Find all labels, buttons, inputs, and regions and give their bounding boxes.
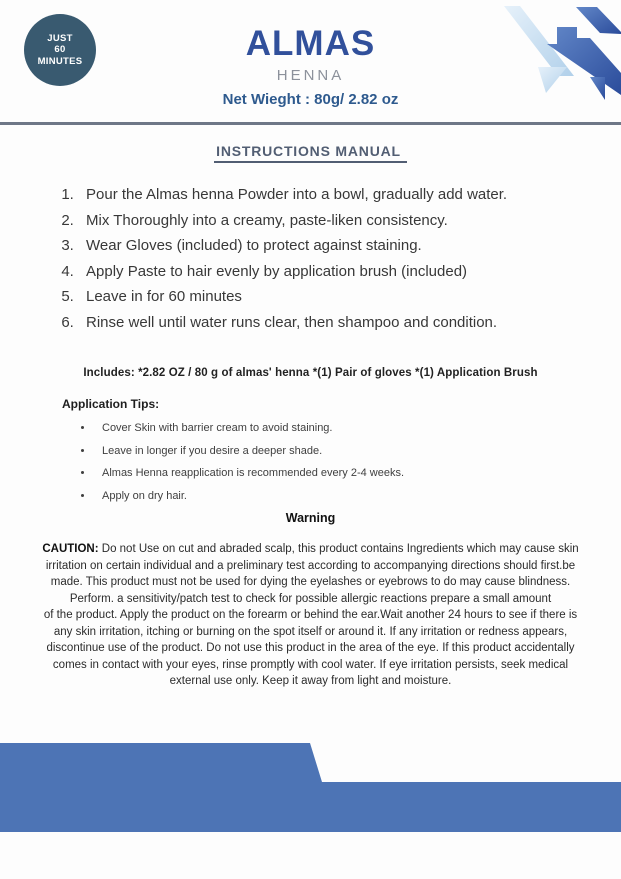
- instruction-step: 6. Rinse well until water runs clear, then shampoo and condition.: [78, 314, 621, 333]
- manual-title: INSTRUCTIONS MANUAL: [0, 143, 621, 163]
- tip-item: • Apply on dry hair.: [94, 490, 574, 504]
- footer-band-graphic: [0, 740, 621, 835]
- caution-label: CAUTION:: [42, 543, 99, 555]
- net-weight-text: Net Wieght : 80g/ 2.82 oz: [222, 91, 399, 108]
- instruction-step: 1. Pour the Almas henna Powder into a bowl, gradually add water.: [78, 186, 621, 205]
- caution-text-part2: of the product. Apply the product on the forearm or behind the ear.Wait another 24 hours to see if there is any skin irritation, itching or burning on the spot itself or around it. If any irritation or redness appears, discontinue use of the product. Do not use this product in the area of the eye. If this product accidentally comes in contact with your eyes, rinse promptly with cool water. If eye irritation persists, seek medical external use only. Keep it away from light and moisture.: [43, 609, 578, 687]
- caution-text-part1: Do not Use on cut and abraded scalp, this product contains Ingredients which may cause skin irritation on certain individual and a preliminary test according to accompanying directions should first.be made. This product must not be used for dying the eyelashes or eyebrows to do may cause blindness. Perform. a sensitivity/patch test to check for possible allergic reactions prepare a small amount: [45, 543, 579, 605]
- tip-item: • Leave in longer if you desire a deeper shade.: [94, 445, 574, 459]
- header-divider: [0, 122, 621, 125]
- instruction-steps-list: [36, 186, 621, 339]
- diagonal-arrows-icon: [490, 0, 621, 110]
- warning-title: Warning: [285, 511, 336, 525]
- instruction-step: 4. Apply Paste to hair evenly by application brush (included): [78, 263, 621, 282]
- instruction-step: 5. Leave in for 60 minutes: [78, 288, 621, 307]
- brand-title: ALMAS: [245, 24, 376, 63]
- brand-subtitle: HENNA: [276, 67, 345, 84]
- badge-line: MINUTES: [37, 55, 83, 67]
- badge-line: 60: [54, 44, 66, 56]
- tip-item: • Cover Skin with barrier cream to avoid staining.: [94, 422, 574, 436]
- caution-paragraph: [36, 541, 585, 690]
- instruction-step: 2. Mix Thoroughly into a creamy, paste-liken consistency.: [78, 212, 621, 231]
- badge-line: JUST: [47, 32, 73, 44]
- includes-text: Includes: *2.82 OZ / 80 g of almas' henna *(1) Pair of gloves *(1) Application Brush: [83, 367, 538, 379]
- instruction-step: 3. Wear Gloves (included) to protect against staining.: [78, 237, 621, 256]
- application-tips-list: [72, 422, 574, 512]
- tip-item: • Almas Henna reapplication is recommended every 2-4 weeks.: [94, 467, 574, 481]
- tips-title: Application Tips:: [62, 397, 160, 411]
